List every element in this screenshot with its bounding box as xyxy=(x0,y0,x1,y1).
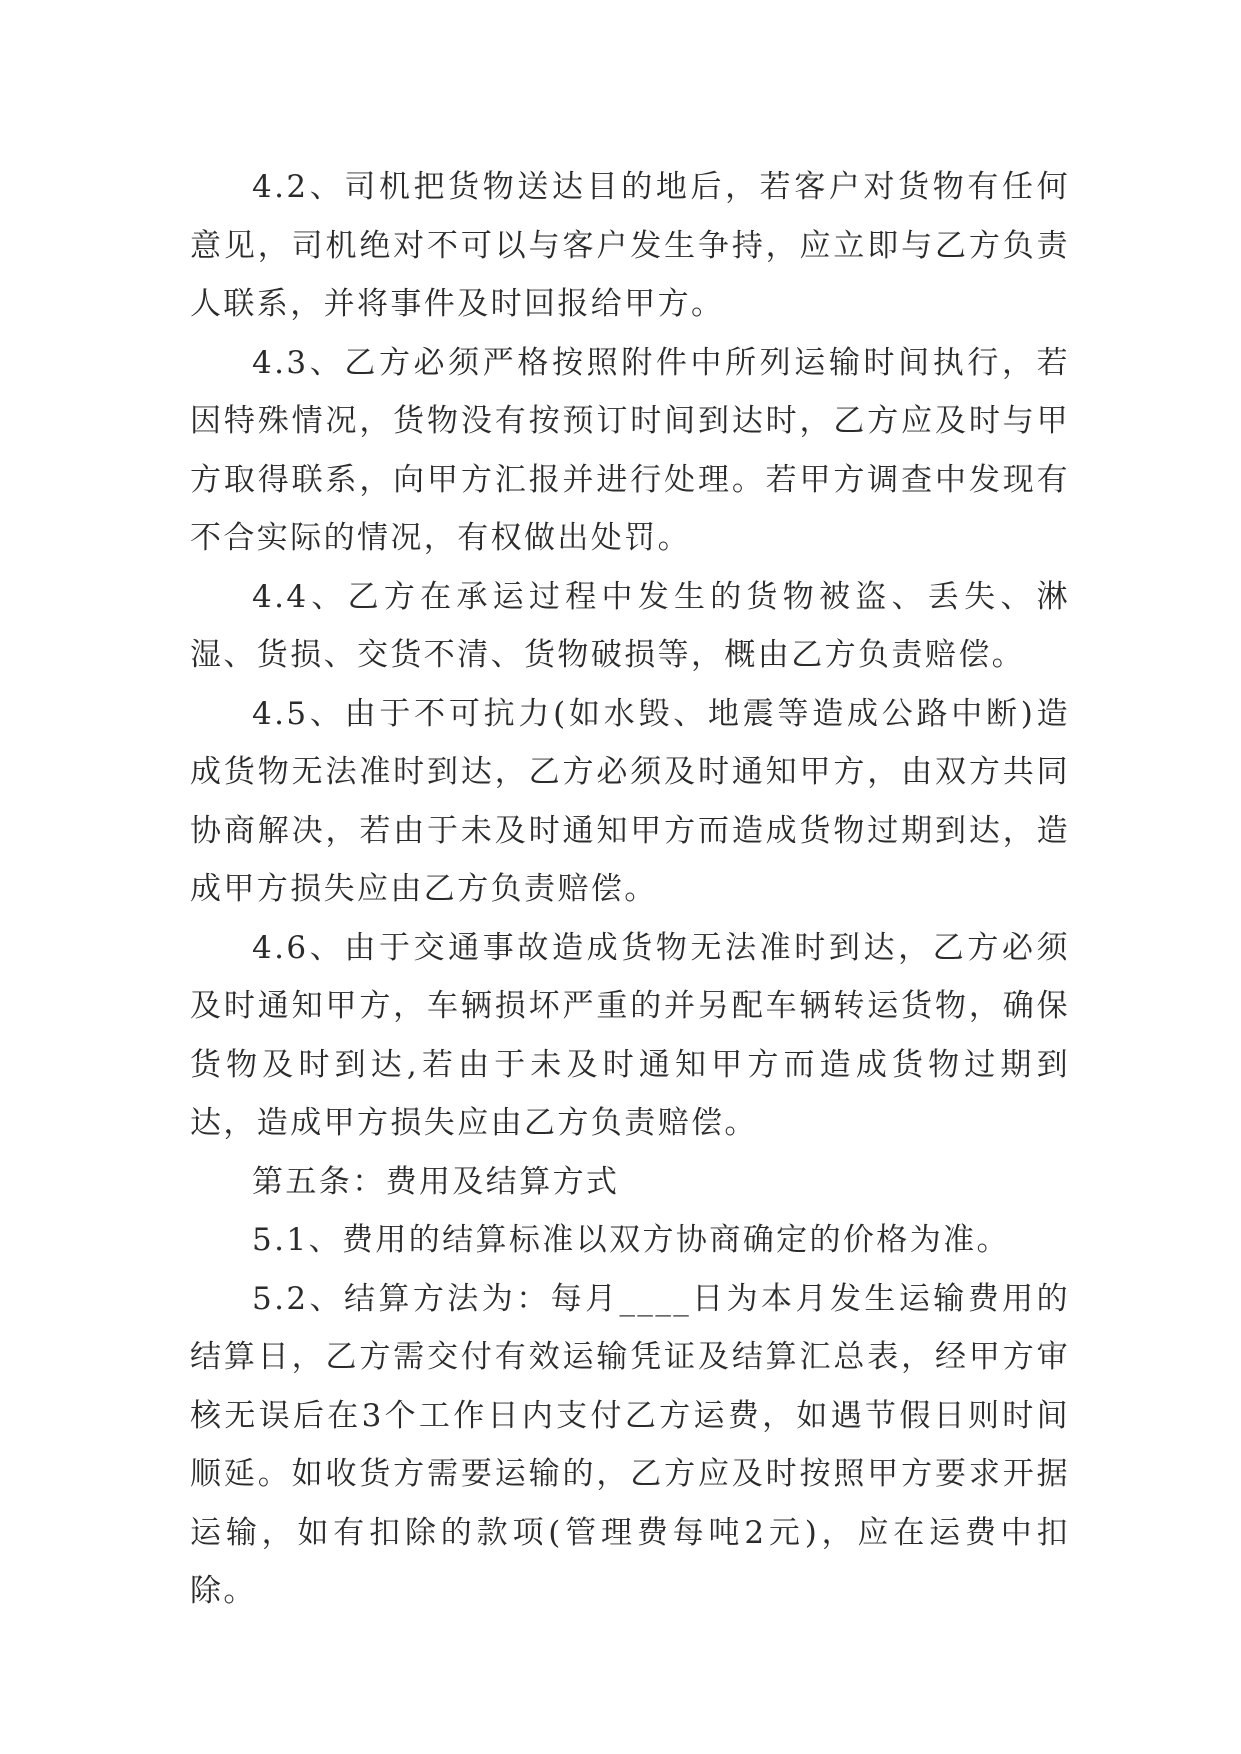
clause-4-6: 4.6、由于交通事故造成货物无法准时到达，乙方必须及时通知甲方，车辆损坏严重的并另配车辆转运货物，确保货物及时到达,若由于未及时通知甲方而造成货物过期到达，造成甲方损失应由乙方负责赔偿。 xyxy=(190,929,1070,1141)
section-5-heading: 第五条：费用及结算方式 xyxy=(252,1163,620,1200)
clause-4-5: 4.5、由于不可抗力(如水毁、地震等造成公路中断)造成货物无法准时到达，乙方必须及时通知甲方，由双方共同协商解决，若由于未及时通知甲方而造成货物过期到达，造成甲方损失应由乙方负责赔偿。 xyxy=(190,695,1070,907)
document-body xyxy=(190,158,1070,1621)
clause-5-2: 5.2、结算方法为：每月____日为本月发生运输费用的结算日，乙方需交付有效运输凭证及结算汇总表，经甲方审核无误后在3个工作日内支付乙方运费，如遇节假日则时间顺延。如收货方需要运输的，乙方应及时按照甲方要求开据运输，如有扣除的款项(管理费每吨2元)，应在运费中扣除。 xyxy=(190,1280,1070,1609)
clause-5-1: 5.1、费用的结算标准以双方协商确定的价格为准。 xyxy=(252,1222,1010,1258)
clause-4-3: 4.3、乙方必须严格按照附件中所列运输时间执行，若因特殊情况，货物没有按预订时间到达时，乙方应及时与甲方取得联系，向甲方汇报并进行处理。若甲方调查中发现有不合实际的情况，有权做出处罚。 xyxy=(190,344,1070,556)
clause-4-4: 4.4、乙方在承运过程中发生的货物被盗、丢失、淋湿、货损、交货不清、货物破损等，概由乙方负责赔偿。 xyxy=(190,578,1070,673)
clause-4-2: 4.2、司机把货物送达目的地后，若客户对货物有任何意见，司机绝对不可以与客户发生争持，应立即与乙方负责人联系，并将事件及时回报给甲方。 xyxy=(190,169,1070,322)
